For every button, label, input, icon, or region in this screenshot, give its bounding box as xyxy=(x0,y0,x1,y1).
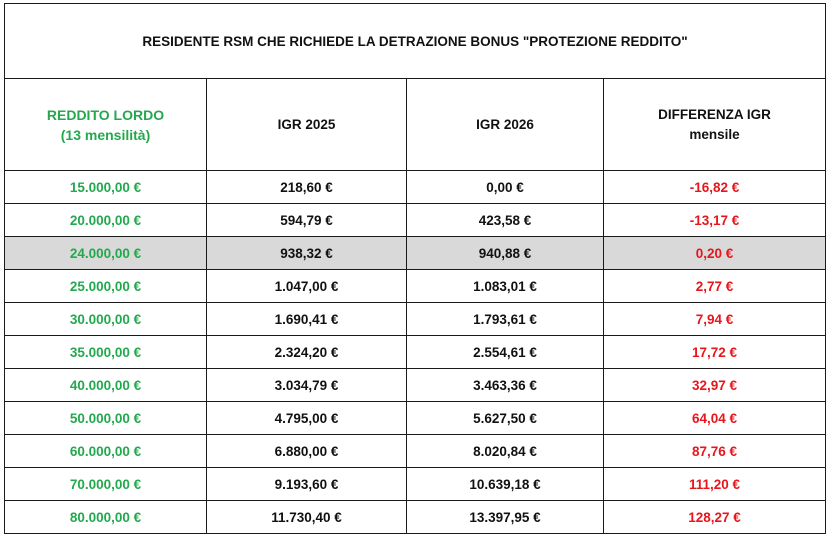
table-row xyxy=(5,336,826,369)
cell-igr-2025: 2.324,20 € xyxy=(207,336,407,369)
cell-gross-income: 40.000,00 € xyxy=(5,369,207,402)
cell-igr-2026: 8.020,84 € xyxy=(407,435,604,468)
cell-igr-2026: 13.397,95 € xyxy=(407,501,604,534)
cell-igr-difference: 64,04 € xyxy=(604,402,826,435)
cell-gross-income: 80.000,00 € xyxy=(5,501,207,534)
cell-gross-income: 15.000,00 € xyxy=(5,171,207,204)
cell-igr-2025: 11.730,40 € xyxy=(207,501,407,534)
table-row xyxy=(5,237,826,270)
title-row xyxy=(5,4,826,79)
header-igr-2025 xyxy=(207,79,407,171)
table-row xyxy=(5,204,826,237)
cell-igr-2025: 3.034,79 € xyxy=(207,369,407,402)
cell-igr-difference: 2,77 € xyxy=(604,270,826,303)
cell-igr-2026: 3.463,36 € xyxy=(407,369,604,402)
tax-comparison-sheet xyxy=(4,3,825,534)
header-igr-difference xyxy=(604,79,826,171)
cell-igr-difference: 17,72 € xyxy=(604,336,826,369)
cell-gross-income: 50.000,00 € xyxy=(5,402,207,435)
cell-igr-2026: 1.083,01 € xyxy=(407,270,604,303)
cell-igr-2026: 10.639,18 € xyxy=(407,468,604,501)
header-gross-income xyxy=(5,79,207,171)
cell-igr-difference: 0,20 € xyxy=(604,237,826,270)
cell-igr-2026: 0,00 € xyxy=(407,171,604,204)
cell-gross-income: 25.000,00 € xyxy=(5,270,207,303)
cell-igr-2025: 218,60 € xyxy=(207,171,407,204)
cell-igr-2025: 1.690,41 € xyxy=(207,303,407,336)
cell-igr-2025: 6.880,00 € xyxy=(207,435,407,468)
cell-gross-income: 20.000,00 € xyxy=(5,204,207,237)
table-row xyxy=(5,501,826,534)
cell-igr-difference: 32,97 € xyxy=(604,369,826,402)
tax-comparison-table xyxy=(4,3,826,534)
header-igr-difference-line1: DIFFERENZA IGR xyxy=(658,106,771,122)
cell-igr-2026: 1.793,61 € xyxy=(407,303,604,336)
cell-igr-2026: 423,58 € xyxy=(407,204,604,237)
table-row xyxy=(5,402,826,435)
cell-igr-2026: 2.554,61 € xyxy=(407,336,604,369)
table-row xyxy=(5,435,826,468)
table-row xyxy=(5,171,826,204)
header-gross-income-line1: REDDITO LORDO xyxy=(46,106,165,123)
cell-gross-income: 24.000,00 € xyxy=(5,237,207,270)
table-row xyxy=(5,468,826,501)
table-row xyxy=(5,303,826,336)
header-igr-2026-label: IGR 2026 xyxy=(476,116,534,132)
cell-igr-difference: 7,94 € xyxy=(604,303,826,336)
cell-igr-2026: 940,88 € xyxy=(407,237,604,270)
cell-igr-difference: -16,82 € xyxy=(604,171,826,204)
header-igr-2026 xyxy=(407,79,604,171)
cell-igr-2025: 594,79 € xyxy=(207,204,407,237)
cell-igr-difference: 87,76 € xyxy=(604,435,826,468)
header-igr-difference-line2: mensile xyxy=(689,126,740,142)
cell-igr-difference: 128,27 € xyxy=(604,501,826,534)
header-row xyxy=(5,79,826,171)
cell-igr-2025: 4.795,00 € xyxy=(207,402,407,435)
table-row xyxy=(5,270,826,303)
table-title: RESIDENTE RSM CHE RICHIEDE LA DETRAZIONE BONUS "PROTEZIONE REDDITO" xyxy=(5,4,826,79)
header-gross-income-line2: (13 mensilità) xyxy=(60,126,151,143)
cell-gross-income: 70.000,00 € xyxy=(5,468,207,501)
cell-igr-2025: 9.193,60 € xyxy=(207,468,407,501)
cell-igr-difference: -13,17 € xyxy=(604,204,826,237)
cell-gross-income: 30.000,00 € xyxy=(5,303,207,336)
table-row xyxy=(5,369,826,402)
cell-gross-income: 60.000,00 € xyxy=(5,435,207,468)
cell-gross-income: 35.000,00 € xyxy=(5,336,207,369)
cell-igr-2025: 938,32 € xyxy=(207,237,407,270)
cell-igr-2025: 1.047,00 € xyxy=(207,270,407,303)
header-igr-2025-label: IGR 2025 xyxy=(277,116,336,132)
cell-igr-2026: 5.627,50 € xyxy=(407,402,604,435)
cell-igr-difference: 111,20 € xyxy=(604,468,826,501)
